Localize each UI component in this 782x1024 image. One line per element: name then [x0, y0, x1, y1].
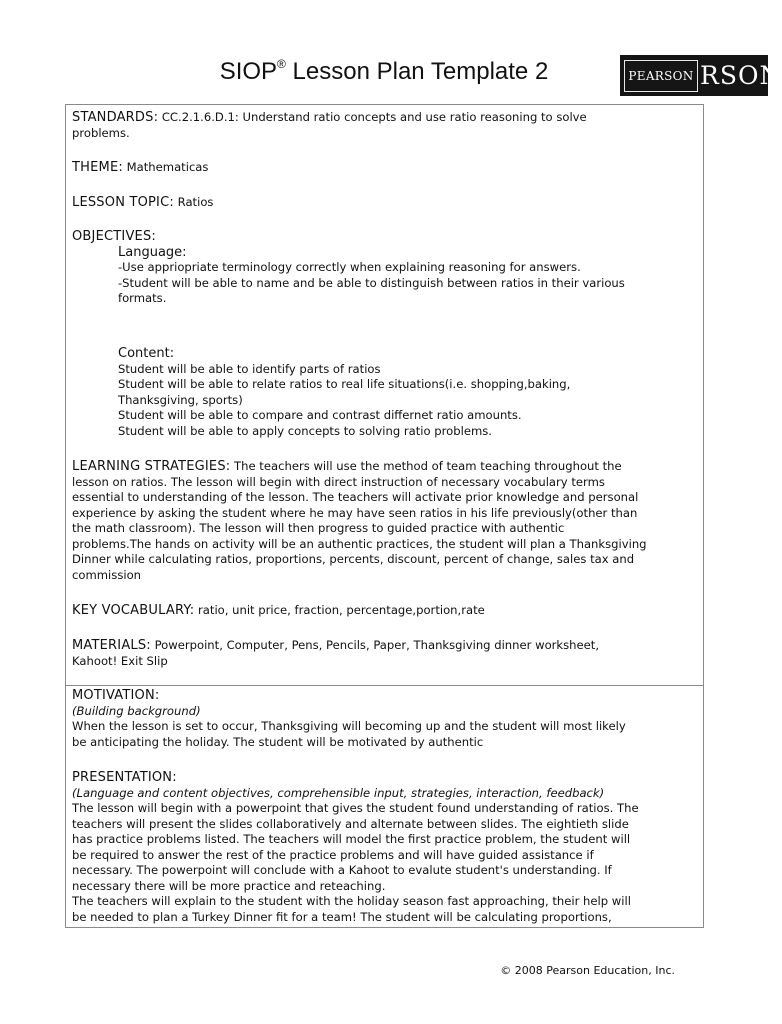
lesson-plan-table: [65, 104, 704, 928]
theme-label: THEME:: [72, 160, 123, 175]
presentation-label: PRESENTATION:: [72, 770, 177, 785]
logo-small-text: PEARSON: [624, 60, 698, 92]
learning-strategies-label: LEARNING STRATEGIES:: [72, 459, 231, 474]
copyright-footer: © 2008 Pearson Education, Inc.: [500, 964, 675, 977]
lesson-overview-section: [66, 105, 703, 686]
logo-big-text: RSON: [700, 61, 782, 90]
key-vocabulary-block: KEY VOCABULARY: ratio, unit price, fraction, percentage,portion,rate: [72, 603, 485, 618]
presentation-block: PRESENTATION: (Language and content objectives, comprehensible input, strategies, interaction, feedback) The lesson will begin with a powerpoint that gives the student found understanding of ratios. The teachers will present the slides collaboratively and alternate between slides. The eightieth slide has practice problems listed. The teachers will model the first practice problem, the student will be required to answer the rest of the practice problems and will have guided assistance if necessary. The powerpoint will conclude with a Kahoot to evalute student's understanding. If necessary there will be more practice and reteaching. The teachers will explain to the student with the holiday season fast approaching, their help will be needed to plan a Turkey Dinner fit for a team! The student will be calculating proportions,: [72, 770, 697, 925]
content-label: Content:: [118, 346, 175, 361]
objectives-label: OBJECTIVES:: [72, 229, 156, 244]
objectives-block: OBJECTIVES: Language: -Use appriopriate terminology correctly when explaining reasoning for answers. -Student will be able to name and be able to distinguish between ratios in their various formats.: [72, 229, 697, 307]
pearson-logo: [620, 55, 782, 96]
standards-label: STANDARDS:: [72, 110, 159, 125]
lesson-topic-block: LESSON TOPIC: Ratios: [72, 195, 214, 210]
materials-block: MATERIALS: Powerpoint, Computer, Pens, Pencils, Paper, Thanksgiving dinner worksheet, Kahoot! Exit Slip: [72, 638, 600, 668]
motivation-label: MOTIVATION:: [72, 688, 160, 703]
standards-block: STANDARDS: CC.2.1.6.D.1: Understand ratio concepts and use ratio reasoning to solve problems.: [72, 110, 587, 140]
materials-label: MATERIALS:: [72, 638, 151, 653]
key-vocabulary-label: KEY VOCABULARY:: [72, 603, 195, 618]
motivation-block: MOTIVATION: (Building background) When the lesson is set to occur, Thanksgiving will becoming up and the student will most likely be anticipating the holiday. The student will be motivated by authentic: [72, 688, 697, 750]
content-objectives-block: Content: Student will be able to identify parts of ratios Student will be able to relate ratios to real life situations(i.e. shopping,baking, Thanksgiving, sports) Student will be able to compare and contrast differnet ratio amounts. Student will be able to apply concepts to solving ratio problems.: [72, 346, 697, 439]
lesson-topic-label: LESSON TOPIC:: [72, 195, 174, 210]
theme-block: THEME: Mathematicas: [72, 160, 209, 175]
page-title: SIOP® Lesson Plan Template 2: [219, 57, 549, 85]
learning-strategies-block: LEARNING STRATEGIES: The teachers will use the method of team teaching throughout the lesson on ratios. The lesson will begin with direct instruction of necessary vocabulary terms essential to understanding of the lesson. The teachers will activate prior knowledge and personal experience by asking the student where he may have seen ratios in his life previously(other than the math classroom). The lesson will then progress to guided practice with authentic problems.The hands on activity will be an authentic practices, the student will plan a Thanksgiving Dinner while calculating ratios, proportions, percents, discount, percent of change, sales tax and commission: [72, 459, 647, 582]
language-label: Language:: [118, 244, 187, 260]
